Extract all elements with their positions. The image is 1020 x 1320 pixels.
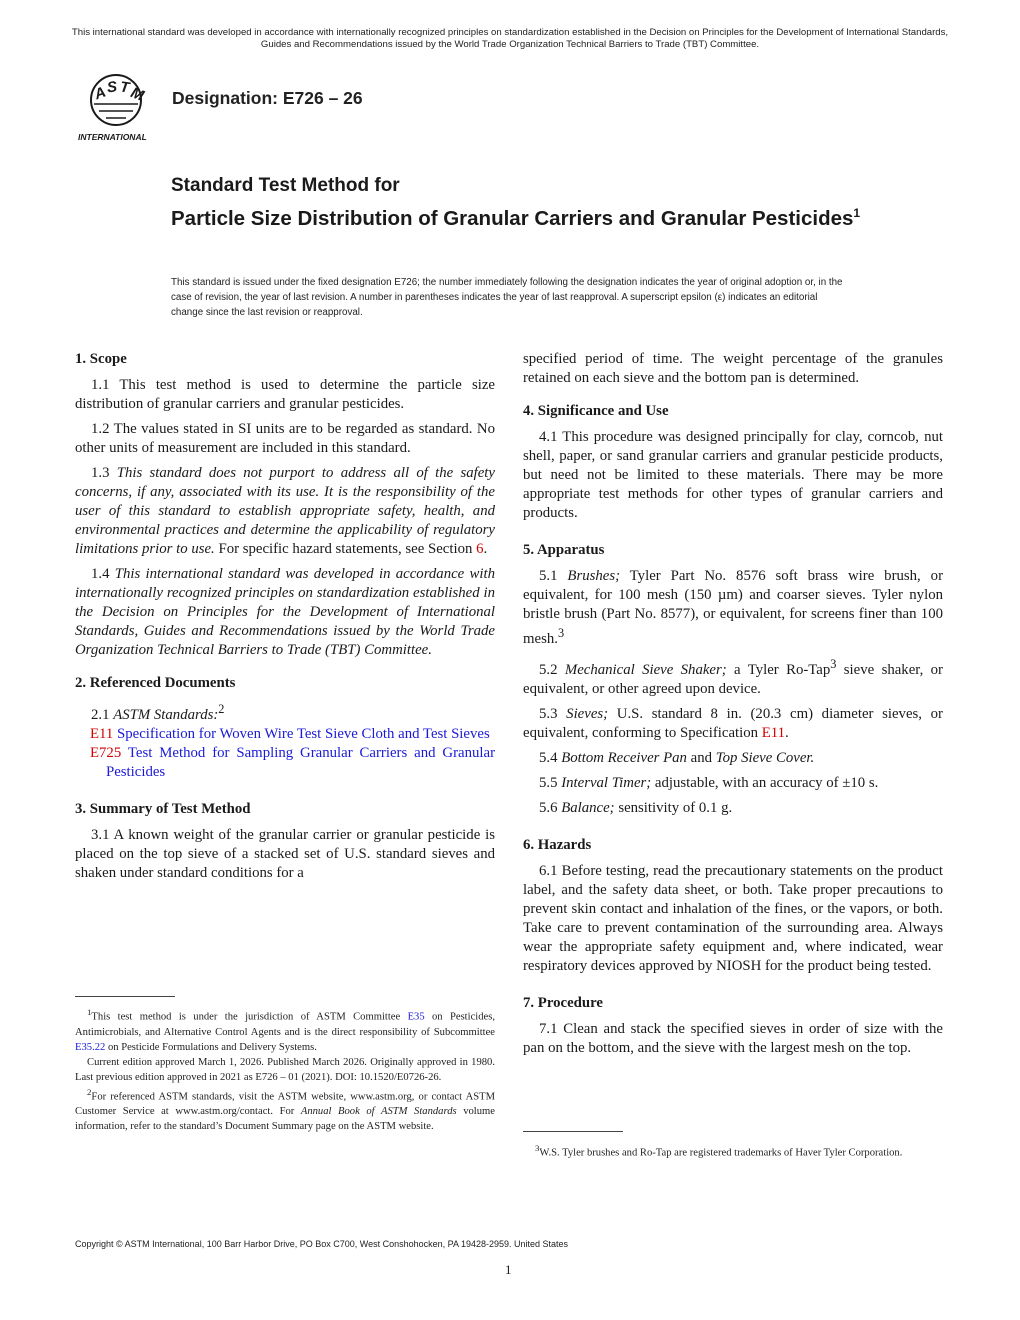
paragraph-1-3 <box>75 464 495 559</box>
para-num: 5.3 <box>539 705 567 722</box>
footnote-divider-left <box>75 996 175 997</box>
reference-e11[interactable] <box>75 725 495 744</box>
reference-title[interactable]: Specification for Woven Wire Test Sieve Cloth and Test Sieves <box>113 725 490 742</box>
section-summary-heading: 3. Summary of Test Method <box>75 800 251 817</box>
para-text: a Tyler Ro-Tap <box>726 661 831 678</box>
footnote-text: This test method is under the jurisdiction of ASTM Committee <box>91 1011 408 1023</box>
para-num: 1.4 <box>91 566 115 582</box>
footnotes-left <box>75 1005 495 1134</box>
para-num: 5.4 <box>539 749 562 766</box>
paragraph-1-2: 1.2 The values stated in SI units are to be regarded as standard. No other units of measurement are included in this standard. <box>75 421 495 456</box>
para-num: 5.5 <box>539 774 562 791</box>
footnotes-right <box>523 1141 943 1161</box>
document-title <box>171 174 891 232</box>
para-num: 1.3 <box>91 465 117 481</box>
para-italic: This standard does not purport to address all of the safety concerns, if any, associated with its use. It is the responsibility of the user of this standard to establish appropriate safety, health, and environmental practices and determine the applicability of regulatory limitations prior to use. <box>75 465 495 557</box>
title-prefix: Standard Test Method for <box>171 175 400 196</box>
footnote-text: W.S. Tyler brushes and Ro-Tap are registered trademarks of Haver Tyler Corporation. <box>539 1147 903 1159</box>
paragraph-1-4 <box>75 565 495 660</box>
international-standard-notice: This international standard was developed in accordance with internationally recognized principles on standardization established in the Decision on Principles for the Development of International Standards, Guides and Recommendations issued by the World Trade Organization Technical Barriers to Trade (TBT) Committee. <box>71 27 949 50</box>
para-italic: Brushes; <box>567 568 621 584</box>
para-italic: Mechanical Sieve Shaker; <box>564 661 727 678</box>
para-italic: Bottom Receiver Pan <box>561 749 687 766</box>
paragraph-3-1-continued: specified period of time. The weight percentage of the granules retained on each sieve and the bottom pan is determined. <box>523 351 943 386</box>
paragraph-5-6 <box>523 799 943 818</box>
e11-link[interactable]: E11 <box>761 724 786 741</box>
title-footnote-mark: 1 <box>853 206 861 220</box>
footnote-mark: 3 <box>830 656 837 671</box>
paragraph-6-1: 6.1 Before testing, read the precautionary statements on the product label, and the safety data sheet, or both. Take proper precautions to prevent skin contact and inhalation of the fines, or the vapors, or both. Take care to prevent contamination of the surrounding area. Always wear the appropriate safety equipment and, where indicated, wear respiratory devices approved by NIOSH for the product being tested. <box>523 862 943 974</box>
para-text: sieve shaker, or equivalent, or other agreed upon device. <box>523 661 943 697</box>
astm-standards-intro <box>75 700 495 725</box>
reference-title[interactable]: Test Method for Sampling Granular Carriers and Granular Pesticides <box>106 744 495 780</box>
para-text: adjustable, with an accuracy of ±10 s. <box>651 774 879 791</box>
para-text: For specific hazard statements, see Section <box>214 541 477 557</box>
para-text: sensitivity of 0.1 g. <box>614 799 733 816</box>
section-hazards-heading: 6. Hazards <box>523 836 592 853</box>
footnote-text: For referenced ASTM standards, visit the ASTM website, www.astm.org, or contact ASTM Customer Service at www.astm.org/contact. For <box>75 1091 495 1118</box>
footnote-text: on Pesticide Formulations and Delivery Systems. <box>105 1041 317 1053</box>
section-significance-heading: 4. Significance and Use <box>523 403 669 419</box>
para-num: 5.1 <box>539 568 568 584</box>
footnote-1 <box>75 1005 495 1055</box>
reference-code[interactable]: E11 <box>90 725 114 742</box>
footnote-mark: 3 <box>535 1143 540 1153</box>
committee-e35-link[interactable]: E35 <box>407 1011 425 1023</box>
para-italic: Balance; <box>561 799 615 816</box>
designation: Designation: E726 – 26 <box>172 88 363 108</box>
footnote-3 <box>523 1141 943 1161</box>
footnote-text: volume information, refer to the standard’s Document Summary page on the ASTM website. <box>75 1106 495 1133</box>
title-main <box>171 200 891 232</box>
title-text: Particle Size Distribution of Granular Carriers and Granular Pesticides <box>171 206 854 230</box>
section-procedure-heading: 7. Procedure <box>523 994 603 1011</box>
issue-note: This standard is issued under the fixed designation E726; the number immediately following the designation indicates the year of original adoption or, in the case of revision, the year of last revision. A number in parentheses indicates the year of last reapproval. A superscript epsilon (ε) indicates an editorial change since the last revision or reapproval. <box>171 277 843 318</box>
paragraph-5-5 <box>523 774 943 793</box>
section-scope-heading: 1. Scope <box>75 351 127 367</box>
left-column <box>75 350 495 889</box>
reference-e725[interactable] <box>75 744 495 782</box>
svg-text:M: M <box>128 84 147 105</box>
para-italic: Interval Timer; <box>561 774 652 791</box>
footnote-mark: 1 <box>87 1007 92 1017</box>
para-italic: ASTM Standards: <box>113 706 219 723</box>
footnote-mark: 2 <box>87 1086 92 1097</box>
para-italic: Sieves; <box>566 705 609 722</box>
svg-text:A: A <box>92 83 109 104</box>
para-italic: Top Sieve Cover. <box>715 749 815 766</box>
footnote-mark: 3 <box>557 626 565 640</box>
right-column <box>523 350 943 1064</box>
paragraph-5-2 <box>523 655 943 699</box>
para-text: Tyler Part No. 8576 soft brass wire brush, or equivalent, for 100 mesh (150 µm) and coarser sieves. Tyler nylon bristle brush (Part No. 8577), or equivalent, for screens finer than 100 mesh. <box>523 568 943 647</box>
footnote-mark: 2 <box>218 702 225 716</box>
section-referenced-heading: 2. Referenced Documents <box>75 675 236 691</box>
para-num: 5.6 <box>539 799 562 816</box>
para-end: . <box>785 724 789 741</box>
footnote-divider-right <box>523 1131 623 1132</box>
para-text: and <box>686 749 716 766</box>
subcommittee-e35-22-link[interactable]: E35.22 <box>75 1041 106 1053</box>
paragraph-5-4 <box>523 749 943 768</box>
reference-code[interactable]: E725 <box>90 744 122 761</box>
paragraph-5-1 <box>523 567 943 649</box>
paragraph-5-3 <box>523 705 943 743</box>
footnote-2 <box>75 1085 495 1135</box>
svg-text:T: T <box>118 78 131 97</box>
paragraph-1-1: 1.1 This test method is used to determine the particle size distribution of granular carriers and granular pesticides. <box>75 377 495 412</box>
para-end: . <box>483 541 488 557</box>
copyright-footer: Copyright © ASTM International, 100 Barr Harbor Drive, PO Box C700, West Conshohocken, PA 19428-2959. United States <box>75 1239 569 1249</box>
paragraph-7-1: 7.1 Clean and stack the specified sieves in order of size with the pan on the bottom, and the sieve with the largest mesh on the top. <box>523 1020 943 1056</box>
para-text: U.S. standard 8 in. (20.3 cm) diameter sieves, or equivalent, conforming to Specification <box>523 705 943 741</box>
paragraph-3-1: 3.1 A known weight of the granular carrier or granular pesticide is placed on the top sieve of a stacked set of U.S. standard sieves and shaken under standard conditions for a <box>75 826 495 881</box>
footnote-italic: Annual Book of ASTM Standards <box>300 1106 457 1118</box>
para-num: 5.2 <box>539 661 565 678</box>
footnote-text: on Pesticides, Antimicrobials, and Alternative Control Agents and is the direct responsibility of Subcommittee <box>75 1011 495 1038</box>
para-italic: This international standard was developed in accordance with internationally recognized principles on standardization established in the Decision on Principles for the Development of International Standards, Guides and Recommendations issued by the World Trade Organization Technical Barriers to Trade (TBT) Committee. <box>75 566 495 658</box>
section-apparatus-heading: 5. Apparatus <box>523 542 605 558</box>
astm-logo <box>72 74 162 144</box>
svg-text:S: S <box>106 78 118 97</box>
para-num: 2.1 <box>91 706 114 723</box>
page-number: 1 <box>505 1262 512 1277</box>
footnote-1-edition: Current edition approved March 1, 2026. Published March 2026. Originally approved in 1980. Last previous edition approved in 2021 as E726 – 01 (2021). DOI: 10.1520/E0726-26. <box>75 1056 495 1083</box>
section-6-link[interactable]: 6 <box>476 541 484 557</box>
logo-subtext: INTERNATIONAL <box>78 132 147 142</box>
paragraph-4-1: 4.1 This procedure was designed principally for clay, corncob, nut shell, paper, or sand granular carriers and granular pesticide products, but need not be limited to these materials. There may be more appropriate test methods for other types of granular carriers and products. <box>523 429 943 521</box>
